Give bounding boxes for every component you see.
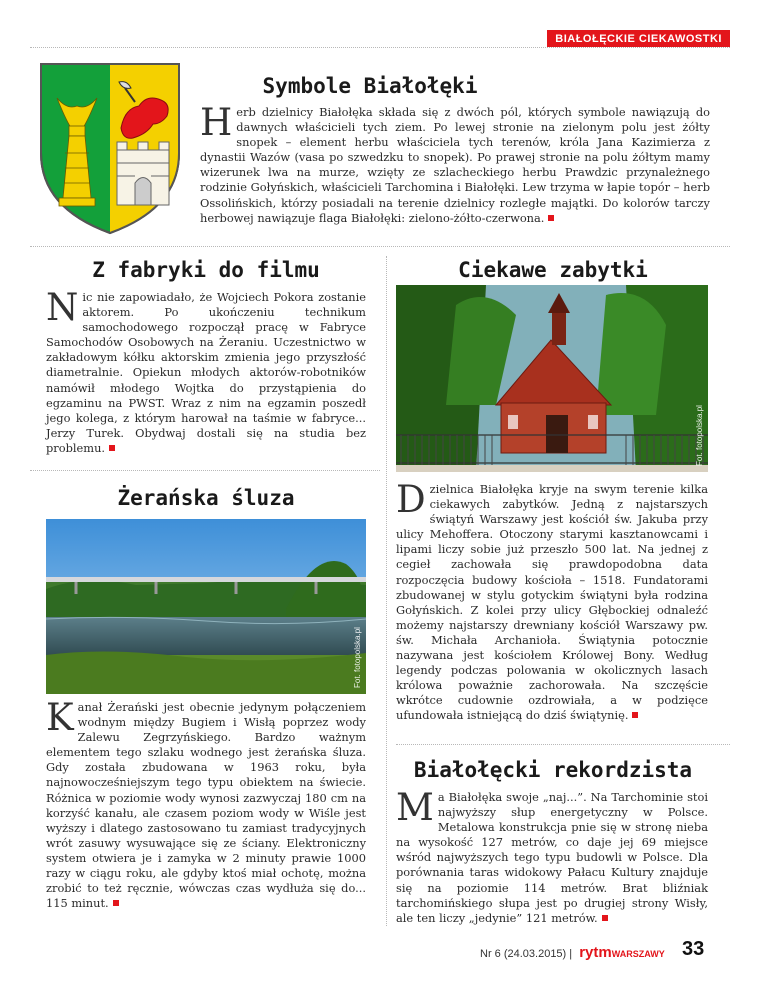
end-mark-icon [109,445,115,451]
article-title-zabytki: Ciekawe zabytki [458,258,648,282]
page-number: 33 [682,938,705,960]
article-title-rekord: Białołęcki rekordzista [413,758,693,782]
article-title-symbole: Symbole Białołęki [262,74,478,98]
issue-label: Nr 6 (24.03.2015) | [480,948,573,960]
drop-cap: D [396,478,426,521]
end-mark-icon [113,900,119,906]
photo-credit: Fot. fotopolska.pl [695,405,704,466]
end-mark-icon [548,215,554,221]
brand-logo [579,944,665,961]
footer [480,944,665,961]
body-text: anał Żerański jest obecnie jedynym połączeniem wodnym między Bugiem i Wisłą poprzez wody Zalewu Zegrzyńskiego. Bardzo ważnym elementem tego szlaku wodnego jest żerańska śluza. Gdy została zbudowana w 1963 roku, była najnowocześniejszym tego typu obiektem na świecie. Różnica w poziomie wody wynosi zazwyczaj 180 cm na korzyść kanału, ale czasem poziom wody w Wiśle jest wyższy i dlatego zastosowano tu zamiast tradycyjnych wrót zasuwy wysuwające się ze ściany. Elektroniczny system otwiera je i zamyka w 2 minuty prawie 1000 razy w ciągu roku, ale gdyby ktoś miał ochotę, można zrobić to też ręcznie, wówczas czas wydłuża się do... 115 minut. [46,700,366,911]
body-text: erb dzielnicy Białołęka składa się z dwóch pól, których symbole nawiązują do dawnych właścicieli tych ziem. Po lewej stronie na zielonym polu jest żółty snopek – element herbu właściciela tych terenów, króla Jana Kazimierza z dynastii Wazów (vasa po szwedzku to snopek). Po prawej stronie na polu żółtym mamy wizerunek lwa na murze, wzięty ze szlacheckiego herbu Prawdzic przynależnego rodzinie Gołyńskich, właścicieli Tarchomina i Białołęki. Lew trzyma w łapie topór – herb Ossolińskich, którzy posiadali na terenie dzielnicy rozległe majątki. Do kolorów tarczy herbowej nawiązuje flaga Białołęki: zielono-żółto-czerwona. [200,105,710,225]
divider [396,744,730,745]
article-body-zabytki [396,478,708,724]
brand-name: rytm [579,944,612,961]
body-text: ic nie zapowiadało, że Wojciech Pokora zostanie aktorem. Po ukończeniu technikum samochodowego rozpoczął pracę w Fabryce Samochodów Osobowych na Żeraniu. Uczestnictwo w zakładowym kółku aktorskim zmienia jego przyszłość diametralnie. Opiekun młodych aktorów-robotników namówił młodego Wojtka do przystąpienia do egzaminu na PWST. Wraz z nim na egzamin poszedł jego kolega, z którym harował na taśmie w fabryce... Jerzy Turek. Obydwaj dostali się na studia bez problemu. [46,290,366,455]
photo-sluza [46,519,366,694]
section-tag: BIAŁOŁĘCKIE CIEKAWOSTKI [547,30,730,47]
end-mark-icon [602,915,608,921]
coat-of-arms-icon [35,58,185,238]
divider [30,246,730,247]
brand-sub: WARSZAWY [611,949,665,959]
article-body-symbole [200,101,710,226]
drop-cap: N [46,286,79,329]
body-text: zielnica Białołęka kryje na swym terenie kilka ciekawych zabytków. Jedną z najstarszych świątyń Warszawy jest kościół św. Jakuba przy ulicy Mehoffera. Otoczony starymi kasztanowcami i lipami liczy sobie już przeszło 500 lat. Na jednej z cegieł zachowała się prawdopodobna data rozpoczęcia budowy kościoła – 1518. Fundatorami zbudowanej w stylu gotyckim świątyni była rodzina Gołyńskich. Z kolei przy ulicy Głębockiej odnaleźć możemy najstarszy drewniany kościół Warszawy pw. św. Michała Archanioła. Świątynia potocznie nazywana jest kościołem Królowej Bony. Według legendy podczas polowania w okolicznych lasach królowa poważnie zachorowała. Na szczęście wkrótce cudownie ozdrowiała, a w podzięce ufundowała istniejącą do dziś świątynię. [396,482,708,723]
end-mark-icon [632,712,638,718]
divider [30,470,380,471]
article-body-rekord [396,786,708,926]
top-divider [30,47,730,48]
article-title-film: Z fabryki do filmu [92,258,320,282]
photo-church [396,285,708,472]
article-title-sluza: Żerańska śluza [117,486,295,510]
drop-cap: H [200,101,233,144]
article-body-film [46,286,366,456]
photo-credit: Fot. fotopolska.pl [353,627,362,688]
column-divider [386,256,387,926]
body-text: a Białołęka swoje „naj...”. Na Tarchominie stoi najwyższy słup energetyczny w Polsce. Metalowa konstrukcja pnie się w stronę nieba na wysokość 127 metrów, co daje jej 69 miejsce wśród najwyższych tego typu budowli w Polsce. Dla porównania taras widokowy Pałacu Kultury znajduje się na poziomie 114 metrów. Brat bliźniak tarchomińskiego słupa jest po drugiej strony Wisły, ale ten liczy „jedynie” 121 metrów. [396,790,708,925]
drop-cap: M [396,786,434,829]
drop-cap: K [46,696,74,739]
article-body-sluza [46,696,366,911]
